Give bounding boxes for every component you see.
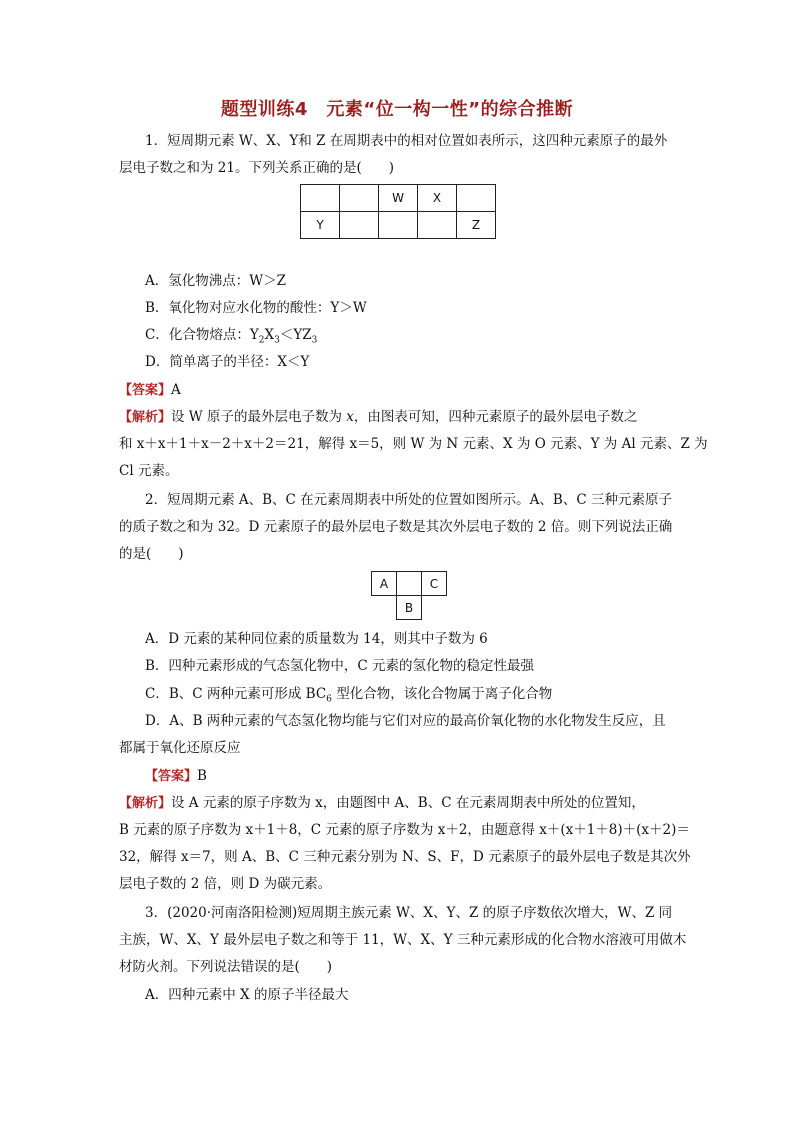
q1-option-c-text: X (264, 327, 275, 343)
analysis-text: ，由图表可知，四种元素原子的最外层电子数之 (353, 409, 638, 425)
q2-analysis-line-2: B 元素的原子序数为 x＋1＋8，C 元素的原子序数为 x＋2，由题意得 x＋(x＋1＋8)＋(x＋2)＝ (119, 822, 690, 838)
subscript: 3 (274, 335, 280, 346)
table-cell: Z (457, 212, 496, 239)
subscript: 3 (311, 335, 318, 346)
q1-option-c-text: ＜YZ (279, 327, 312, 343)
q2-option-d-line-2: 都属于氧化还原反应 (119, 740, 241, 756)
q1-option-c-text: C．化合物熔点：Y (145, 327, 259, 343)
q1-periodic-table (300, 184, 496, 239)
q3-option-a: A．四种元素中 X 的原子半径最大 (145, 987, 349, 1003)
answer-value: B (197, 768, 207, 784)
table-cell (457, 185, 496, 212)
q1-option-b: B．氧化物对应水化物的酸性：Y＞W (145, 300, 367, 316)
table-cell (340, 185, 379, 212)
table-row (372, 596, 447, 620)
q3-stem-line-3: 材防火剂。下列说法错误的是( ) (119, 959, 333, 975)
q1-analysis-line-3: Cl 元素。 (119, 463, 179, 479)
table-row (372, 572, 447, 596)
q2-answer (145, 766, 207, 787)
table-cell: C (422, 572, 447, 596)
answer-tag: 【答案】 (145, 769, 198, 784)
q2-option-b: B．四种元素形成的气态氢化物中，C 元素的氢化物的稳定性最强 (145, 658, 535, 674)
q2-stem-line-2: 的质子数之和为 32。D 元素原子的最外层电子数是其次外层电子数的 2 倍。则下列说法正确 (119, 519, 673, 535)
q2-option-c-text: 型化合物，该化合物属于离子化合物 (331, 686, 553, 702)
q3-stem-line-1: 3．(2020·河南洛阳检测)短周期主族元素 W、X、Y、Z 的原子序数依次增大，W、Z 同 (145, 905, 673, 921)
q2-position-diagram (371, 571, 447, 620)
q2-option-c (145, 684, 552, 710)
q2-option-a: A．D 元素的某种同位素的质量数为 14，则其中子数为 6 (145, 631, 488, 647)
table-cell: B (397, 596, 422, 620)
table-cell: W (379, 185, 418, 212)
q1-stem-line-2: 层电子数之和为 21。下列关系正确的是( ) (119, 160, 395, 176)
table-row (301, 185, 496, 212)
variable-x: x (346, 409, 354, 425)
q2-option-c-text: C．B、C 两种元素可形成 BC (145, 686, 327, 702)
table-row (301, 212, 496, 239)
q1-option-a: A．氢化物沸点：W＞Z (145, 273, 287, 289)
analysis-text: 设 A 元素的原子序数为 x，由题图中 A、B、C 在元素周期表中所处的位置知， (171, 795, 645, 811)
q1-analysis-line-2: 和 x＋x＋1＋x－2＋x＋2＝21，解得 x＝5，则 W 为 N 元素、X 为 O 元素、Y 为 Al 元素、Z 为 (119, 436, 708, 452)
q3-stem-line-2: 主族，W、X、Y 最外层电子数之和等于 11，W、X、Y 三种元素形成的化合物水溶液可用做木 (119, 932, 687, 948)
table-cell (397, 572, 422, 596)
table-cell (422, 596, 447, 620)
table-cell: X (418, 185, 457, 212)
q1-option-d: D．简单离子的半径：X＜Y (145, 354, 310, 370)
table-cell (379, 212, 418, 239)
table-cell (340, 212, 379, 239)
analysis-tag: 【解析】 (119, 410, 172, 425)
q1-stem-line-1: 1．短周期元素 W、X、Y和 Z 在周期表中的相对位置如表所示，这四种元素原子的最外 (145, 133, 668, 149)
subscript: 6 (326, 694, 332, 705)
answer-value: A (171, 382, 181, 398)
answer-tag: 【答案】 (119, 383, 172, 398)
q1-answer (119, 380, 181, 401)
analysis-text: 设 W 原子的最外层电子数为 (171, 409, 347, 425)
q2-analysis-line-1 (119, 793, 645, 814)
table-cell (301, 185, 340, 212)
q2-analysis-line-4: 层电子数的 2 倍，则 D 为碳元素。 (119, 876, 332, 892)
q2-analysis-line-3: 32，解得 x＝7，则 A、B、C 三种元素分别为 N、S、F，D 元素原子的最外层电子数是其次外 (119, 849, 691, 865)
q1-option-c (145, 325, 317, 351)
q2-option-d-line-1: D．A、B 两种元素的气态氢化物均能与它们对应的最高价氧化物的水化物发生反应，且 (145, 713, 666, 729)
table-cell: Y (301, 212, 340, 239)
q2-stem-line-3: 的是( ) (119, 546, 184, 562)
table-cell: A (372, 572, 397, 596)
table-cell (372, 596, 397, 620)
q2-stem-line-1: 2．短周期元素 A、B、C 在元素周期表中所处的位置如图所示。A、B、C 三种元素原子 (145, 492, 672, 508)
q1-analysis-line-1 (119, 407, 637, 428)
table-cell (418, 212, 457, 239)
subscript: 2 (258, 335, 265, 346)
page-title: 题型训练4 元素“位一构一性”的综合推断 (220, 99, 574, 120)
analysis-tag: 【解析】 (119, 796, 172, 811)
